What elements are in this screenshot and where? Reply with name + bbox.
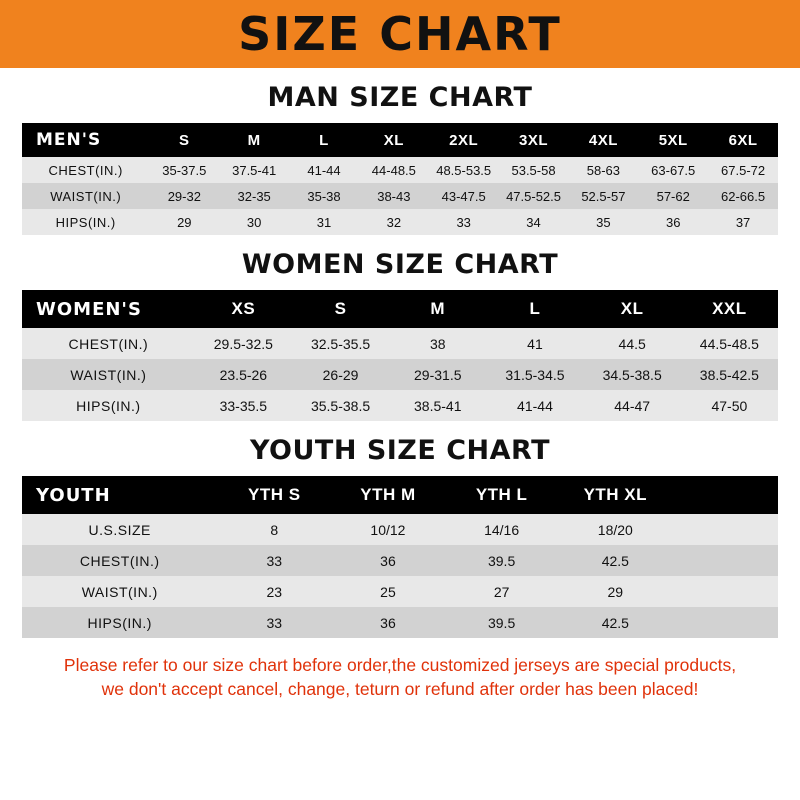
table-row <box>22 183 778 209</box>
table-row <box>22 576 778 607</box>
page-title: SIZE CHART <box>238 7 562 61</box>
women-r0-c5: 44.5 <box>584 328 681 359</box>
women-r0-c1: 29.5-32.5 <box>195 328 292 359</box>
women-header-cell-3: M <box>389 290 486 328</box>
youth-r0-c4: 18/20 <box>558 514 672 545</box>
women-r0-c6: 44.5-48.5 <box>681 328 778 359</box>
man-r0-c7: 58-63 <box>568 157 638 183</box>
man-r2-c8: 36 <box>638 209 708 235</box>
man-r2-c6: 34 <box>499 209 569 235</box>
women-header-cell-1: XS <box>195 290 292 328</box>
table-row <box>22 545 778 576</box>
women-r0-c2: 32.5-35.5 <box>292 328 389 359</box>
man-r0-c6: 53.5-58 <box>499 157 569 183</box>
man-header-cell-2: M <box>219 123 289 157</box>
women-r2-c0: HIPS(IN.) <box>22 390 195 421</box>
women-r1-c0: WAIST(IN.) <box>22 359 195 390</box>
youth-table-body <box>22 514 778 638</box>
man-table-header <box>22 123 778 157</box>
women-header-cell-6: XXL <box>681 290 778 328</box>
women-r1-c1: 23.5-26 <box>195 359 292 390</box>
youth-section-title: YOUTH SIZE CHART <box>249 435 551 466</box>
youth-r2-spacer <box>672 576 778 607</box>
table-row <box>22 514 778 545</box>
women-r0-c3: 38 <box>389 328 486 359</box>
youth-r3-c0: HIPS(IN.) <box>22 607 217 638</box>
man-r0-c9: 67.5-72 <box>708 157 778 183</box>
man-header-cell-7: 4XL <box>568 123 638 157</box>
man-header-cell-8: 5XL <box>638 123 708 157</box>
women-table-header <box>22 290 778 328</box>
women-size-table <box>22 290 778 421</box>
man-header-cell-1: S <box>149 123 219 157</box>
youth-r0-c1: 8 <box>217 514 331 545</box>
youth-r2-c1: 23 <box>217 576 331 607</box>
youth-r1-c0: CHEST(IN.) <box>22 545 217 576</box>
footer-note <box>22 654 778 701</box>
youth-r3-spacer <box>672 607 778 638</box>
women-header-cell-0: WOMEN'S <box>22 290 195 328</box>
man-header-cell-9: 6XL <box>708 123 778 157</box>
man-r0-c0: CHEST(IN.) <box>22 157 149 183</box>
man-r1-c1: 29-32 <box>149 183 219 209</box>
women-r1-c5: 34.5-38.5 <box>584 359 681 390</box>
youth-r3-c2: 36 <box>331 607 445 638</box>
man-r1-c8: 57-62 <box>638 183 708 209</box>
man-r2-c0: HIPS(IN.) <box>22 209 149 235</box>
man-r0-c2: 37.5-41 <box>219 157 289 183</box>
table-row <box>22 359 778 390</box>
man-r1-c7: 52.5-57 <box>568 183 638 209</box>
youth-r2-c3: 27 <box>445 576 559 607</box>
man-r0-c8: 63-67.5 <box>638 157 708 183</box>
women-r2-c4: 41-44 <box>486 390 583 421</box>
table-header-row <box>22 476 778 514</box>
man-header-cell-5: 2XL <box>429 123 499 157</box>
youth-r1-c3: 39.5 <box>445 545 559 576</box>
youth-r1-c1: 33 <box>217 545 331 576</box>
table-header-row <box>22 290 778 328</box>
man-r1-c2: 32-35 <box>219 183 289 209</box>
man-r1-c6: 47.5-52.5 <box>499 183 569 209</box>
man-r1-c9: 62-66.5 <box>708 183 778 209</box>
man-r2-c5: 33 <box>429 209 499 235</box>
page-banner <box>0 0 800 68</box>
youth-r3-c3: 39.5 <box>445 607 559 638</box>
youth-r0-c0: U.S.SIZE <box>22 514 217 545</box>
man-table-body <box>22 157 778 235</box>
youth-r1-c2: 36 <box>331 545 445 576</box>
man-r2-c9: 37 <box>708 209 778 235</box>
man-r2-c7: 35 <box>568 209 638 235</box>
youth-r2-c0: WAIST(IN.) <box>22 576 217 607</box>
women-header-cell-4: L <box>486 290 583 328</box>
women-r1-c6: 38.5-42.5 <box>681 359 778 390</box>
youth-header-spacer <box>672 476 778 514</box>
youth-r2-c2: 25 <box>331 576 445 607</box>
women-table-body <box>22 328 778 421</box>
man-r2-c1: 29 <box>149 209 219 235</box>
man-size-table <box>22 123 778 235</box>
youth-r2-c4: 29 <box>558 576 672 607</box>
youth-r3-c4: 42.5 <box>558 607 672 638</box>
man-r0-c4: 44-48.5 <box>359 157 429 183</box>
women-header-cell-2: S <box>292 290 389 328</box>
women-r0-c0: CHEST(IN.) <box>22 328 195 359</box>
youth-size-table <box>22 476 778 638</box>
man-r1-c4: 38-43 <box>359 183 429 209</box>
man-section-title: MAN SIZE CHART <box>267 82 533 113</box>
women-r1-c3: 29-31.5 <box>389 359 486 390</box>
man-r0-c3: 41-44 <box>289 157 359 183</box>
man-r2-c2: 30 <box>219 209 289 235</box>
youth-r0-c2: 10/12 <box>331 514 445 545</box>
table-row <box>22 607 778 638</box>
man-header-cell-6: 3XL <box>499 123 569 157</box>
man-r1-c5: 43-47.5 <box>429 183 499 209</box>
table-row <box>22 390 778 421</box>
women-r2-c1: 33-35.5 <box>195 390 292 421</box>
women-r1-c4: 31.5-34.5 <box>486 359 583 390</box>
man-r1-c0: WAIST(IN.) <box>22 183 149 209</box>
women-r2-c3: 38.5-41 <box>389 390 486 421</box>
youth-header-cell-1: YTH S <box>217 476 331 514</box>
man-header-cell-3: L <box>289 123 359 157</box>
youth-r3-c1: 33 <box>217 607 331 638</box>
table-row <box>22 157 778 183</box>
women-section-title: WOMEN SIZE CHART <box>241 249 559 280</box>
youth-table-header <box>22 476 778 514</box>
youth-r1-c4: 42.5 <box>558 545 672 576</box>
women-r0-c4: 41 <box>486 328 583 359</box>
youth-header-cell-4: YTH XL <box>558 476 672 514</box>
man-header-cell-4: XL <box>359 123 429 157</box>
youth-r0-spacer <box>672 514 778 545</box>
women-r2-c2: 35.5-38.5 <box>292 390 389 421</box>
youth-header-cell-0: YOUTH <box>22 476 217 514</box>
women-r1-c2: 26-29 <box>292 359 389 390</box>
women-header-cell-5: XL <box>584 290 681 328</box>
footer-note-line-2: we don't accept cancel, change, teturn or refund after order has been placed! <box>101 678 699 699</box>
youth-r1-spacer <box>672 545 778 576</box>
youth-header-cell-2: YTH M <box>331 476 445 514</box>
women-r2-c5: 44-47 <box>584 390 681 421</box>
man-r0-c5: 48.5-53.5 <box>429 157 499 183</box>
man-r1-c3: 35-38 <box>289 183 359 209</box>
man-r0-c1: 35-37.5 <box>149 157 219 183</box>
man-r2-c4: 32 <box>359 209 429 235</box>
youth-r0-c3: 14/16 <box>445 514 559 545</box>
table-row <box>22 328 778 359</box>
man-r2-c3: 31 <box>289 209 359 235</box>
table-header-row <box>22 123 778 157</box>
footer-note-line-1: Please refer to our size chart before order,the customized jerseys are special products, <box>63 655 737 675</box>
man-header-cell-0: MEN'S <box>22 123 149 157</box>
chart-content <box>0 82 800 701</box>
table-row <box>22 209 778 235</box>
youth-header-cell-3: YTH L <box>445 476 559 514</box>
women-r2-c6: 47-50 <box>681 390 778 421</box>
